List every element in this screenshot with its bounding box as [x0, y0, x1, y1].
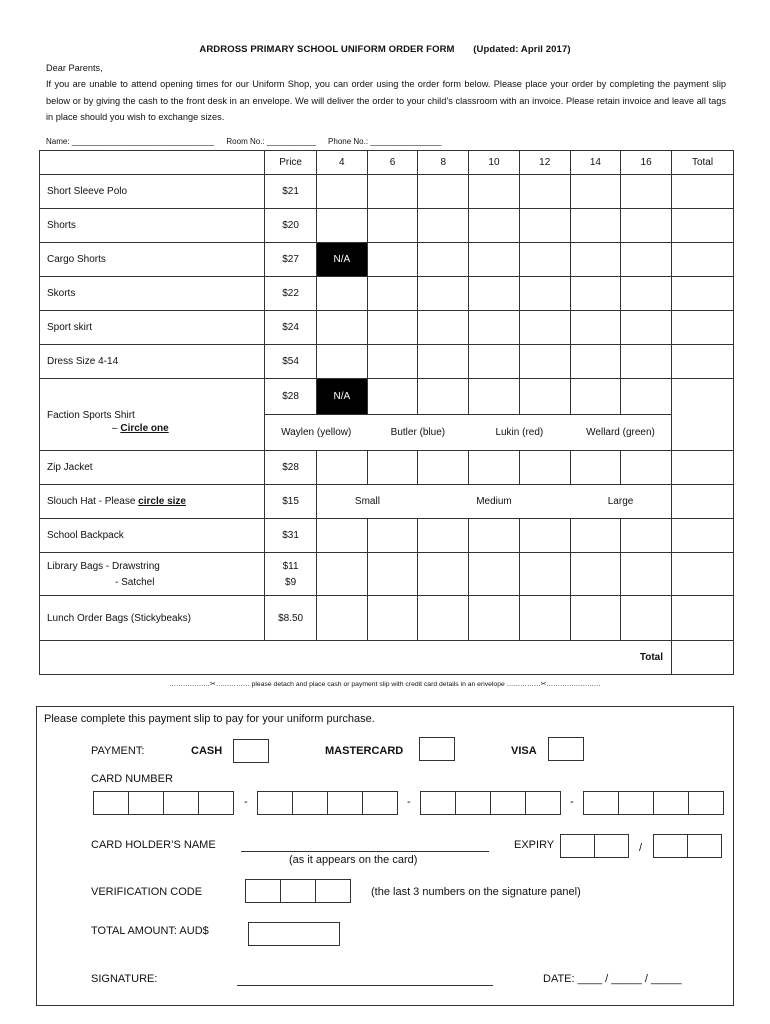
total-amount-label: TOTAL AMOUNT: AUD$: [91, 925, 209, 937]
qty-cell[interactable]: [418, 175, 469, 209]
hat-size-small[interactable]: Small: [316, 485, 417, 519]
form-title-text: ARDROSS PRIMARY SCHOOL UNIFORM ORDER FORM: [199, 44, 455, 55]
grand-total-label: Total: [40, 641, 672, 675]
item-name: Zip Jacket: [40, 451, 265, 485]
hat-size-large[interactable]: Large: [570, 485, 671, 519]
qty-cell[interactable]: [621, 519, 672, 553]
circle-one: Circle one: [120, 422, 169, 434]
qty-cell[interactable]: [621, 596, 672, 641]
qty-cell[interactable]: [621, 277, 672, 311]
qty-cell[interactable]: [367, 451, 418, 485]
faction-circle-note: [47, 423, 264, 434]
expiry-month-box-2[interactable]: [594, 834, 629, 858]
qty-cell[interactable]: [570, 311, 621, 345]
qty-cell[interactable]: [418, 519, 469, 553]
phone-field[interactable]: Phone No.: ________________: [328, 137, 442, 146]
qty-cell[interactable]: [519, 451, 570, 485]
cash-checkbox[interactable]: [233, 739, 269, 763]
hat-item: Slouch Hat - Please: [47, 496, 139, 507]
item-name-faction: [40, 379, 265, 451]
table-row: [40, 519, 734, 553]
expiry-year-box-2[interactable]: [687, 834, 722, 858]
qty-cell[interactable]: [519, 379, 570, 415]
qty-cell[interactable]: [469, 209, 520, 243]
table-row: [40, 311, 734, 345]
detach-text: please detach and place cash or payment slip with credit card details in an envelope: [251, 681, 505, 688]
slip-intro: Please complete this payment slip to pay for your uniform purchase.: [44, 713, 375, 725]
card-dash: -: [570, 796, 574, 808]
table-row: [40, 553, 734, 596]
total-cell[interactable]: [672, 243, 734, 277]
card-digit-box[interactable]: [362, 791, 398, 815]
room-field[interactable]: Room No.: ___________: [226, 137, 316, 146]
table-row: [40, 243, 734, 277]
card-digit-box[interactable]: [525, 791, 561, 815]
qty-cell[interactable]: [316, 311, 367, 345]
qty-cell[interactable]: [519, 345, 570, 379]
item-price: $21: [265, 175, 317, 209]
total-cell[interactable]: [672, 553, 734, 596]
qty-cell[interactable]: [418, 243, 469, 277]
qty-cell[interactable]: [469, 519, 520, 553]
qty-cell[interactable]: [519, 209, 570, 243]
qty-cell[interactable]: [418, 277, 469, 311]
na-cell: N/A: [316, 243, 367, 277]
header-price: Price: [265, 151, 317, 175]
holder-name-line[interactable]: [241, 851, 489, 852]
qty-cell[interactable]: [570, 379, 621, 415]
item-name: Lunch Order Bags (Stickybeaks): [40, 596, 265, 641]
house-butler[interactable]: Butler (blue): [367, 415, 468, 451]
item-price: $27: [265, 243, 317, 277]
qty-cell[interactable]: [367, 311, 418, 345]
house-wellard[interactable]: Wellard (green): [570, 415, 671, 451]
form-title: [0, 44, 770, 55]
qty-cell[interactable]: [418, 596, 469, 641]
order-table: [39, 150, 734, 675]
qty-cell[interactable]: [519, 243, 570, 277]
visa-label: VISA: [511, 745, 537, 757]
expiry-slash: /: [639, 842, 643, 854]
name-field[interactable]: Name: ________________________________: [46, 137, 215, 146]
qty-cell[interactable]: [418, 209, 469, 243]
qty-cell[interactable]: [621, 451, 672, 485]
qty-cell[interactable]: [621, 175, 672, 209]
item-price: $20: [265, 209, 317, 243]
item-name: Shorts: [40, 209, 265, 243]
faction-item: Faction Sports Shirt: [47, 409, 135, 421]
header-size-14: 14: [570, 151, 621, 175]
card-digit-box[interactable]: [455, 791, 491, 815]
qty-cell[interactable]: [316, 277, 367, 311]
item-name: School Backpack: [40, 519, 265, 553]
qty-cell[interactable]: [519, 553, 570, 596]
table-row: [40, 277, 734, 311]
mastercard-label: MASTERCARD: [325, 745, 404, 757]
qty-cell[interactable]: [519, 175, 570, 209]
price-satchel: $9: [285, 576, 297, 588]
qty-cell[interactable]: [316, 345, 367, 379]
qty-cell[interactable]: [469, 277, 520, 311]
mastercard-checkbox[interactable]: [419, 737, 455, 761]
header-size-6: 6: [367, 151, 418, 175]
card-dash: -: [244, 796, 248, 808]
qty-cell[interactable]: [316, 209, 367, 243]
card-digit-box[interactable]: [93, 791, 129, 815]
table-row: [40, 209, 734, 243]
total-cell[interactable]: [672, 175, 734, 209]
total-cell[interactable]: [672, 485, 734, 519]
qty-cell[interactable]: [367, 379, 418, 415]
circle-prefix: –: [112, 422, 121, 434]
item-price: $28: [265, 451, 317, 485]
qty-cell[interactable]: [469, 175, 520, 209]
date-field[interactable]: DATE: ____ / _____ / _____: [543, 973, 682, 985]
qty-cell[interactable]: [570, 553, 621, 596]
card-digit-box[interactable]: [327, 791, 363, 815]
visa-checkbox[interactable]: [548, 737, 584, 761]
qty-cell[interactable]: [570, 345, 621, 379]
cvv-box-2[interactable]: [280, 879, 316, 903]
qty-cell[interactable]: [570, 243, 621, 277]
item-name: Sport skirt: [40, 311, 265, 345]
qty-cell[interactable]: [367, 277, 418, 311]
qty-cell[interactable]: [469, 243, 520, 277]
card-digit-box[interactable]: [163, 791, 199, 815]
card-digit-box[interactable]: [128, 791, 164, 815]
item-price: $22: [265, 277, 317, 311]
grand-total-cell[interactable]: [672, 641, 734, 675]
item-name-library: [40, 553, 265, 596]
qty-cell[interactable]: [570, 519, 621, 553]
item-price: $24: [265, 311, 317, 345]
qty-cell[interactable]: [570, 451, 621, 485]
qty-cell[interactable]: [418, 451, 469, 485]
total-cell[interactable]: [672, 311, 734, 345]
qty-cell[interactable]: [621, 345, 672, 379]
table-header-row: [40, 151, 734, 175]
table-row: [40, 175, 734, 209]
qty-cell[interactable]: [469, 553, 520, 596]
signature-label: SIGNATURE:: [91, 973, 158, 985]
item-price: $31: [265, 519, 317, 553]
header-size-10: 10: [469, 151, 520, 175]
table-row: [40, 451, 734, 485]
card-digit-box[interactable]: [420, 791, 456, 815]
house-lukin[interactable]: Lukin (red): [469, 415, 570, 451]
qty-cell[interactable]: [367, 345, 418, 379]
item-name: Skorts: [40, 277, 265, 311]
verification-label: VERIFICATION CODE: [91, 886, 203, 898]
qty-cell[interactable]: [316, 596, 367, 641]
table-row: [40, 596, 734, 641]
card-digit-box[interactable]: [198, 791, 234, 815]
header-blank: [40, 151, 265, 175]
qty-cell[interactable]: [570, 209, 621, 243]
qty-cell[interactable]: [469, 596, 520, 641]
greeting: Dear Parents,: [46, 63, 103, 73]
circle-size: circle size: [138, 496, 186, 507]
total-cell[interactable]: [672, 379, 734, 451]
house-waylen[interactable]: Waylen (yellow): [265, 415, 367, 451]
qty-cell[interactable]: [519, 311, 570, 345]
header-size-16: 16: [621, 151, 672, 175]
payment-label: PAYMENT:: [91, 745, 145, 757]
qty-cell[interactable]: [367, 596, 418, 641]
total-cell[interactable]: [672, 596, 734, 641]
card-number-label: CARD NUMBER: [91, 773, 173, 785]
cash-label: CASH: [191, 745, 223, 757]
holder-label: CARD HOLDER’S NAME: [91, 839, 216, 851]
item-price: $28: [265, 379, 317, 415]
total-cell[interactable]: [672, 519, 734, 553]
item-name: Short Sleeve Polo: [40, 175, 265, 209]
qty-cell[interactable]: [621, 379, 672, 415]
student-fields: [46, 137, 441, 146]
qty-cell[interactable]: [621, 209, 672, 243]
qty-cell[interactable]: [316, 553, 367, 596]
qty-cell[interactable]: [316, 451, 367, 485]
qty-cell[interactable]: [418, 553, 469, 596]
item-price: $15: [265, 485, 317, 519]
qty-cell[interactable]: [519, 519, 570, 553]
item-name-hat: [40, 485, 265, 519]
qty-cell[interactable]: [316, 519, 367, 553]
form-updated: (Updated: April 2017): [473, 44, 571, 55]
card-digit-box[interactable]: [490, 791, 526, 815]
expiry-year-box-1[interactable]: [653, 834, 688, 858]
table-row: [40, 379, 734, 415]
na-cell: N/A: [316, 379, 367, 415]
card-digit-box[interactable]: [257, 791, 293, 815]
qty-cell[interactable]: [367, 175, 418, 209]
cvv-box-3[interactable]: [315, 879, 351, 903]
qty-cell[interactable]: [570, 277, 621, 311]
signature-line[interactable]: [237, 985, 493, 986]
item-name: Dress Size 4-14: [40, 345, 265, 379]
detach-left: ………………✂……………: [169, 681, 250, 688]
header-size-12: 12: [519, 151, 570, 175]
total-cell[interactable]: [672, 209, 734, 243]
card-digit-box[interactable]: [688, 791, 724, 815]
qty-cell[interactable]: [621, 311, 672, 345]
qty-cell[interactable]: [418, 345, 469, 379]
qty-cell[interactable]: [519, 277, 570, 311]
header-total: Total: [672, 151, 734, 175]
total-cell[interactable]: [672, 277, 734, 311]
qty-cell[interactable]: [469, 379, 520, 415]
item-name: Cargo Shorts: [40, 243, 265, 277]
qty-cell[interactable]: [621, 243, 672, 277]
cvv-box-1[interactable]: [245, 879, 281, 903]
qty-cell[interactable]: [418, 379, 469, 415]
qty-cell[interactable]: [418, 311, 469, 345]
card-digit-box[interactable]: [618, 791, 654, 815]
total-cell[interactable]: [672, 345, 734, 379]
library-satchel: - Satchel: [115, 576, 155, 588]
verification-note: (the last 3 numbers on the signature panel): [371, 886, 581, 898]
detach-right: ……………✂……………………: [506, 681, 601, 688]
table-row: [40, 485, 734, 519]
intro-paragraph: If you are unable to attend opening times for our Uniform Shop, you can order using the order form below. Please place your order by completing the payment slip below or by giving the cash to the front desk in an envelope. We will deliver the order to your child’s classroom with an invoice. Please retain invoice and leave all tags in place should you wish to exchange sizes.: [46, 79, 726, 122]
total-amount-input[interactable]: [248, 922, 340, 946]
qty-cell[interactable]: [367, 553, 418, 596]
intro-text: [46, 60, 726, 125]
header-size-4: 4: [316, 151, 367, 175]
hat-size-medium[interactable]: Medium: [418, 485, 570, 519]
item-price: $54: [265, 345, 317, 379]
qty-cell[interactable]: [367, 519, 418, 553]
qty-cell[interactable]: [570, 175, 621, 209]
qty-cell[interactable]: [469, 311, 520, 345]
qty-cell[interactable]: [367, 243, 418, 277]
qty-cell[interactable]: [316, 175, 367, 209]
total-cell[interactable]: [672, 451, 734, 485]
qty-cell[interactable]: [469, 345, 520, 379]
detach-line: [0, 680, 770, 688]
card-digit-box[interactable]: [583, 791, 619, 815]
expiry-label: EXPIRY: [514, 839, 555, 851]
qty-cell[interactable]: [621, 553, 672, 596]
qty-cell[interactable]: [570, 596, 621, 641]
holder-note: (as it appears on the card): [289, 854, 418, 866]
payment-slip: [36, 706, 734, 1006]
qty-cell[interactable]: [519, 596, 570, 641]
expiry-month-box-1[interactable]: [560, 834, 595, 858]
total-row: [40, 641, 734, 675]
header-size-8: 8: [418, 151, 469, 175]
item-price-library: [265, 553, 317, 596]
card-digit-box[interactable]: [292, 791, 328, 815]
library-drawstring: Library Bags - Drawstring: [47, 560, 160, 572]
qty-cell[interactable]: [469, 451, 520, 485]
table-row: [40, 345, 734, 379]
qty-cell[interactable]: [367, 209, 418, 243]
price-drawstring: $11: [282, 560, 299, 572]
card-digit-box[interactable]: [653, 791, 689, 815]
card-dash: -: [407, 796, 411, 808]
item-price: $8.50: [265, 596, 317, 641]
